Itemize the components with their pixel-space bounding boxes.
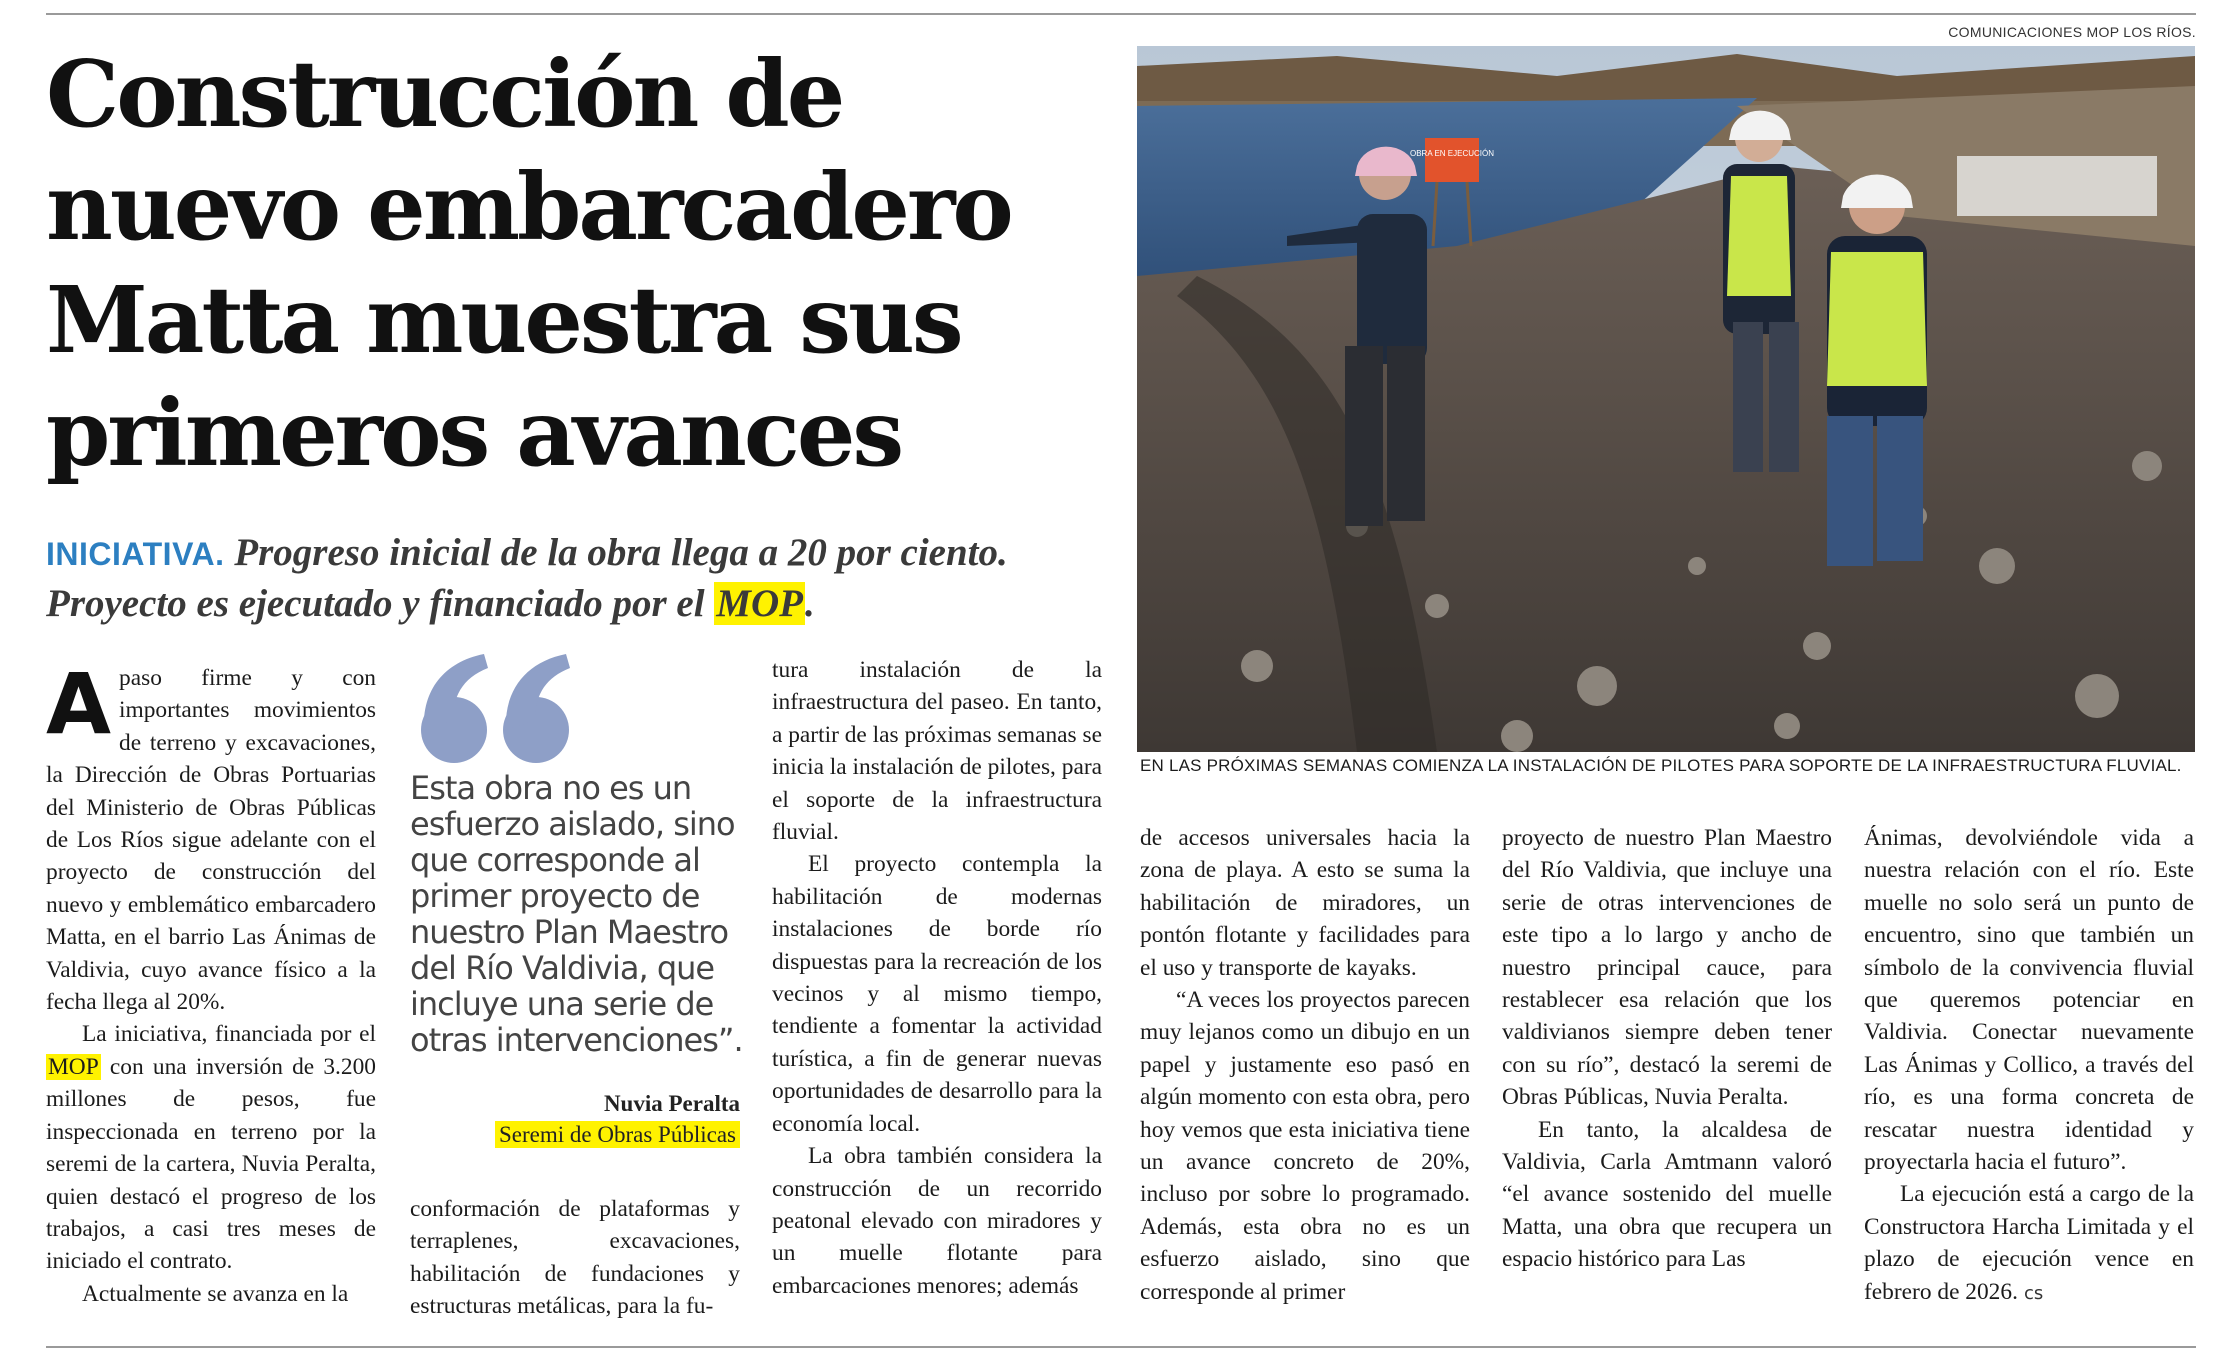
body-paragraph: [46, 655, 376, 1018]
body-column-2: [410, 1193, 740, 1323]
top-rule: [46, 13, 2196, 15]
photo-caption: EN LAS PRÓXIMAS SEMANAS COMIENZA LA INSTALACIÓN DE PILOTES PARA SOPORTE DE LA INFRAESTRUCTURA FLUVIAL.: [1140, 756, 2182, 775]
deck-end: .: [804, 582, 815, 625]
body-paragraph: tura instalación de la infraestructura del paseo. En tanto, a partir de las próximas semanas se inicia la instalación de pilotes, para el soporte de la infraestructura fluvial.: [772, 657, 1102, 846]
body-text: La iniciativa, financiada por el: [82, 1021, 376, 1048]
body-highlight: MOP: [48, 1053, 99, 1080]
body-paragraph: [46, 1018, 376, 1277]
photo-illustration: [1137, 46, 2195, 752]
end-mark-icon: cs: [2023, 1282, 2044, 1304]
body-paragraph: conformación de plataformas y terraplenes, excavaciones, habilitación de fundaciones y estructuras metálicas, para la fu-: [410, 1196, 740, 1320]
body-paragraph: de accesos universales hacia la zona de playa. A esto se suma la habilitación de miradores, un pontón flotante y facilidades para el uso y transporte de kayaks.: [1140, 825, 1470, 981]
body-paragraph: proyecto de nuestro Plan Maestro del Río Valdivia, que incluye una serie de otras intervenciones de este tipo a lo largo y ancho de nuestro principal cauce, para restablecer esa relación que los valdivianos siempre deben tener con su río”, destacó la seremi de Obras Públicas, Nuvia Peralta.: [1502, 825, 1832, 1111]
body-column-5: [1502, 822, 1832, 1276]
body-text: La ejecución está a cargo de la Constructora Harcha Limitada y el plazo de ejecución vence en febrero de 2026.: [1864, 1181, 2194, 1305]
article-photo: [1137, 46, 2195, 752]
deck-kicker: INICIATIVA.: [46, 536, 225, 572]
quote-author-role: [470, 1122, 740, 1148]
quote-role-highlight: Seremi de Obras Públicas: [495, 1121, 740, 1148]
body-paragraph: Ánimas, devolviéndole vida a nuestra relación con el río. Este muelle no solo será un punto de encuentro, sino que también un símbolo de la convivencia fluvial que queremos potenciar en Valdivia. Conectar nuevamente Las Ánimas y Collico, a través del río, es una forma concreta de rescatar nuestra identidad y proyectarla hacia el futuro”.: [1864, 825, 2194, 1176]
body-paragraph: “A veces los proyectos parecen muy lejanos como un dibujo en un papel y justamente eso pasó en algún momento con esta obra, pero hoy vemos que esta iniciativa tiene un avance concreto de 20%, incluso por sobre lo programado. Además, esta obra no es un esfuerzo aislado, sino que corresponde al primer: [1140, 987, 1470, 1305]
body-text: paso firme y con importantes movimientos de terreno y excavaciones, la Dirección de Obras Portuarias del Ministerio de Obras Públicas de Los Ríos sigue adelante con el proyecto de construcción del nuevo y emblemático embarcadero Matta, en el barrio Las Ánimas de Valdivia, cuyo avance físico a la fecha llega al 20%.: [46, 665, 376, 1016]
headline: Construcción de nuevo embarcadero Matta muestra sus primeros avances: [46, 40, 1011, 487]
body-column-6: [1864, 822, 2194, 1310]
body-column-1: [46, 655, 376, 1310]
bottom-rule: [46, 1346, 2196, 1348]
pull-quote: Esta obra no es un esfuerzo aislado, sino que corresponde al primer proyecto de nuestro Plan Maestro del Río Valdivia, que incluye una serie de otras intervenciones”.: [410, 769, 743, 1059]
quote-author: Nuvia Peralta: [603, 1091, 740, 1116]
body-text: con una inversión de 3.200 millones de pesos, fue inspeccionada en terreno por la seremi de la cartera, Nuvia Peralta, quien destacó el progreso de los trabajos, a casi tres meses de iniciado el contrato.: [46, 1053, 376, 1275]
body-column-4: [1140, 822, 1470, 1308]
deck-highlight: MOP: [716, 582, 803, 625]
deck-text: Progreso inicial de la obra llega a 20 por ciento. Proyecto es ejecutado y financiado por el: [46, 531, 1008, 625]
deck: [46, 528, 1096, 628]
quote-mark-icon: [414, 650, 584, 765]
body-paragraph: En tanto, la alcaldesa de Valdivia, Carla Amtmann valoró “el avance sostenido del muelle Matta, una obra que recupera un espacio histórico para Las: [1502, 1116, 1832, 1273]
dropcap: A: [46, 655, 112, 753]
photo-credit: COMUNICACIONES MOP LOS RÍOS.: [1948, 24, 2196, 40]
photo-sign-text: OBRA EN EJECUCIÓN: [1409, 149, 1495, 158]
body-paragraph: [1864, 1178, 2194, 1310]
body-paragraph: La obra también considera la construcción de un recorrido peatonal elevado con miradores y un muelle flotante para embarcaciones menores; además: [772, 1143, 1102, 1299]
body-paragraph: El proyecto contempla la habilitación de modernas instalaciones de borde río dispuestas para la recreación de los vecinos y al mismo tiempo, tendiente a fomentar la actividad turística, a fin de generar nuevas oportunidades de desarrollo para la economía local.: [772, 851, 1102, 1137]
body-column-3: [772, 654, 1102, 1302]
body-paragraph: Actualmente se avanza en la: [82, 1280, 349, 1307]
